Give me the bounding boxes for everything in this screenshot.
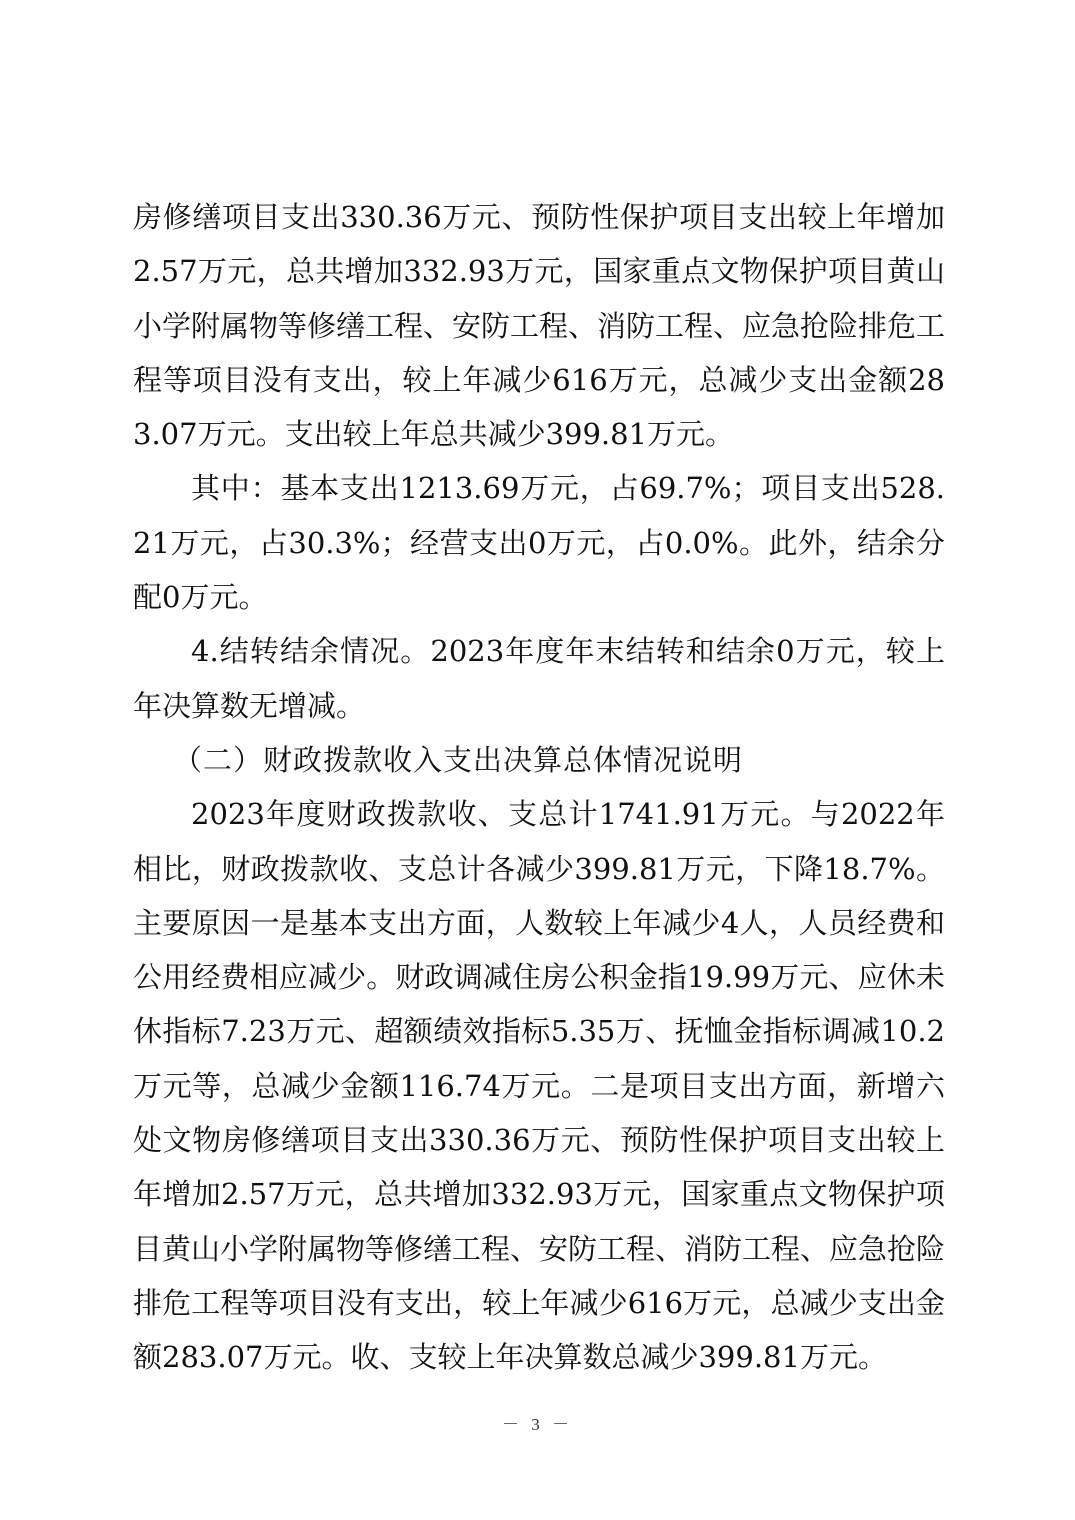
- section-heading: （二）财政拨款收入支出决算总体情况说明: [173, 742, 744, 777]
- page-number: － 3 －: [502, 1415, 573, 1434]
- fiscal-appropriation-paragraph: 2023年度财政拨款收、支总计1741.91万元。与2022年相比，财政拨款收、支总计各减少399.81万元，下降18.7%。主要原因一是基本支出方面，人数较上年减少4人，人员经费和公用经费相应减少。财政调减住房公积金指19.99万元、应休未休指标7.23万元、超额绩效指标5.35万、抚恤金指标调减10.2万元等，总减少金额116.74万元。二是项目支出方面，新增六处文物房修缮项目支出330.36万元、预防性保护项目支出较上年增加2.57万元，总共增加332.93万元，国家重点文物保护项目黄山小学附属物等修缮工程、安防工程、消防工程、应急抢险排危工程等项目没有支出，较上年减少616万元，总减少支出金额283.07万元。收、支较上年决算数总减少399.81万元。: [133, 797, 946, 1375]
- carryover-balance-paragraph: 4.结转结余情况。2023年度年末结转和结余0万元，较上年决算数无增减。: [133, 634, 945, 723]
- continuation-paragraph: 房修缮项目支出330.36万元、预防性保护项目支出较上年增加2.57万元，总共增加332.93万元，国家重点文物保护项目黄山小学附属物等修缮工程、安防工程、消防工程、应急抢险排危工程等项目没有支出，较上年减少616万元，总减少支出金额283.07万元。支出较上年总共减少399.81万元。: [133, 200, 946, 452]
- document-body: [133, 190, 945, 1385]
- expenditure-breakdown-paragraph: 其中：基本支出1213.69万元，占69.7%；项目支出528.21万元，占30.3%；经营支出0万元，占0.0%。此外，结余分配0万元。: [133, 471, 945, 615]
